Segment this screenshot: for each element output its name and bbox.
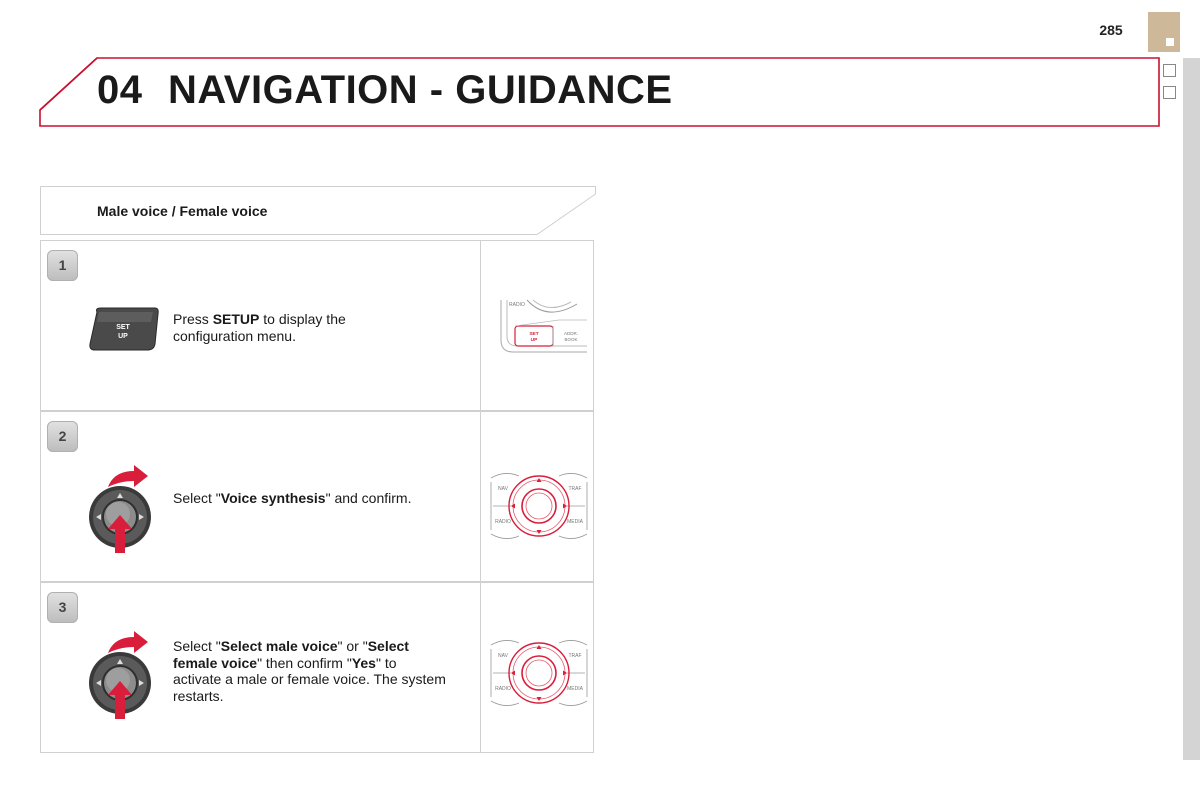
svg-text:TRAF: TRAF (568, 653, 582, 659)
svg-text:UP: UP (530, 338, 538, 343)
step-divider (480, 241, 481, 410)
step-divider (480, 412, 481, 581)
step-2 (40, 411, 594, 582)
step-3 (40, 582, 594, 753)
side-tab-bar (1183, 58, 1200, 760)
setup-button-icon (85, 304, 161, 359)
chapter-title: NAVIGATION - GUIDANCE (168, 68, 673, 112)
svg-text:RADIO: RADIO (495, 686, 511, 692)
svg-text:BOOK: BOOK (564, 337, 578, 342)
control-dial-diagram (489, 635, 589, 716)
control-dial-diagram (489, 468, 589, 549)
rotary-knob-icon (80, 457, 160, 562)
svg-text:NAV: NAV (498, 486, 508, 492)
step-number-badge: 2 (47, 421, 78, 452)
chapter-number: 04 (97, 68, 143, 112)
svg-text:ADDR.: ADDR. (563, 331, 579, 336)
step-1 (40, 240, 594, 411)
chapter-tab-icon (1148, 12, 1180, 52)
svg-text:SET: SET (529, 332, 539, 337)
step-number-badge: 3 (47, 592, 78, 623)
rotary-knob-icon (80, 623, 160, 728)
svg-text:MEDIA: MEDIA (567, 519, 583, 525)
step-instruction: Select "Select male voice" or "Select female voice" then confirm "Yes" to activate a male or female voice. The system restarts. (173, 638, 446, 704)
svg-text:TRAF: TRAF (568, 486, 582, 492)
svg-text:RADIO: RADIO (495, 519, 511, 525)
svg-text:UP: UP (118, 333, 128, 340)
step-instruction: Select "Voice synthesis" and confirm. (173, 490, 412, 506)
setup-panel-diagram (497, 296, 589, 361)
step-instruction: Press SETUP to display the configuration menu. (173, 311, 346, 344)
page-number: 285 (1099, 22, 1123, 38)
svg-text:RADIO: RADIO (509, 302, 525, 308)
section-title: Male voice / Female voice (97, 203, 268, 219)
step-divider (480, 583, 481, 752)
step-number-badge: 1 (47, 250, 78, 281)
chapter-tab-box-icon (1163, 64, 1176, 77)
svg-text:SET: SET (116, 324, 130, 331)
svg-text:NAV: NAV (498, 653, 508, 659)
chapter-tab-box-icon (1163, 86, 1176, 99)
svg-text:MEDIA: MEDIA (567, 686, 583, 692)
